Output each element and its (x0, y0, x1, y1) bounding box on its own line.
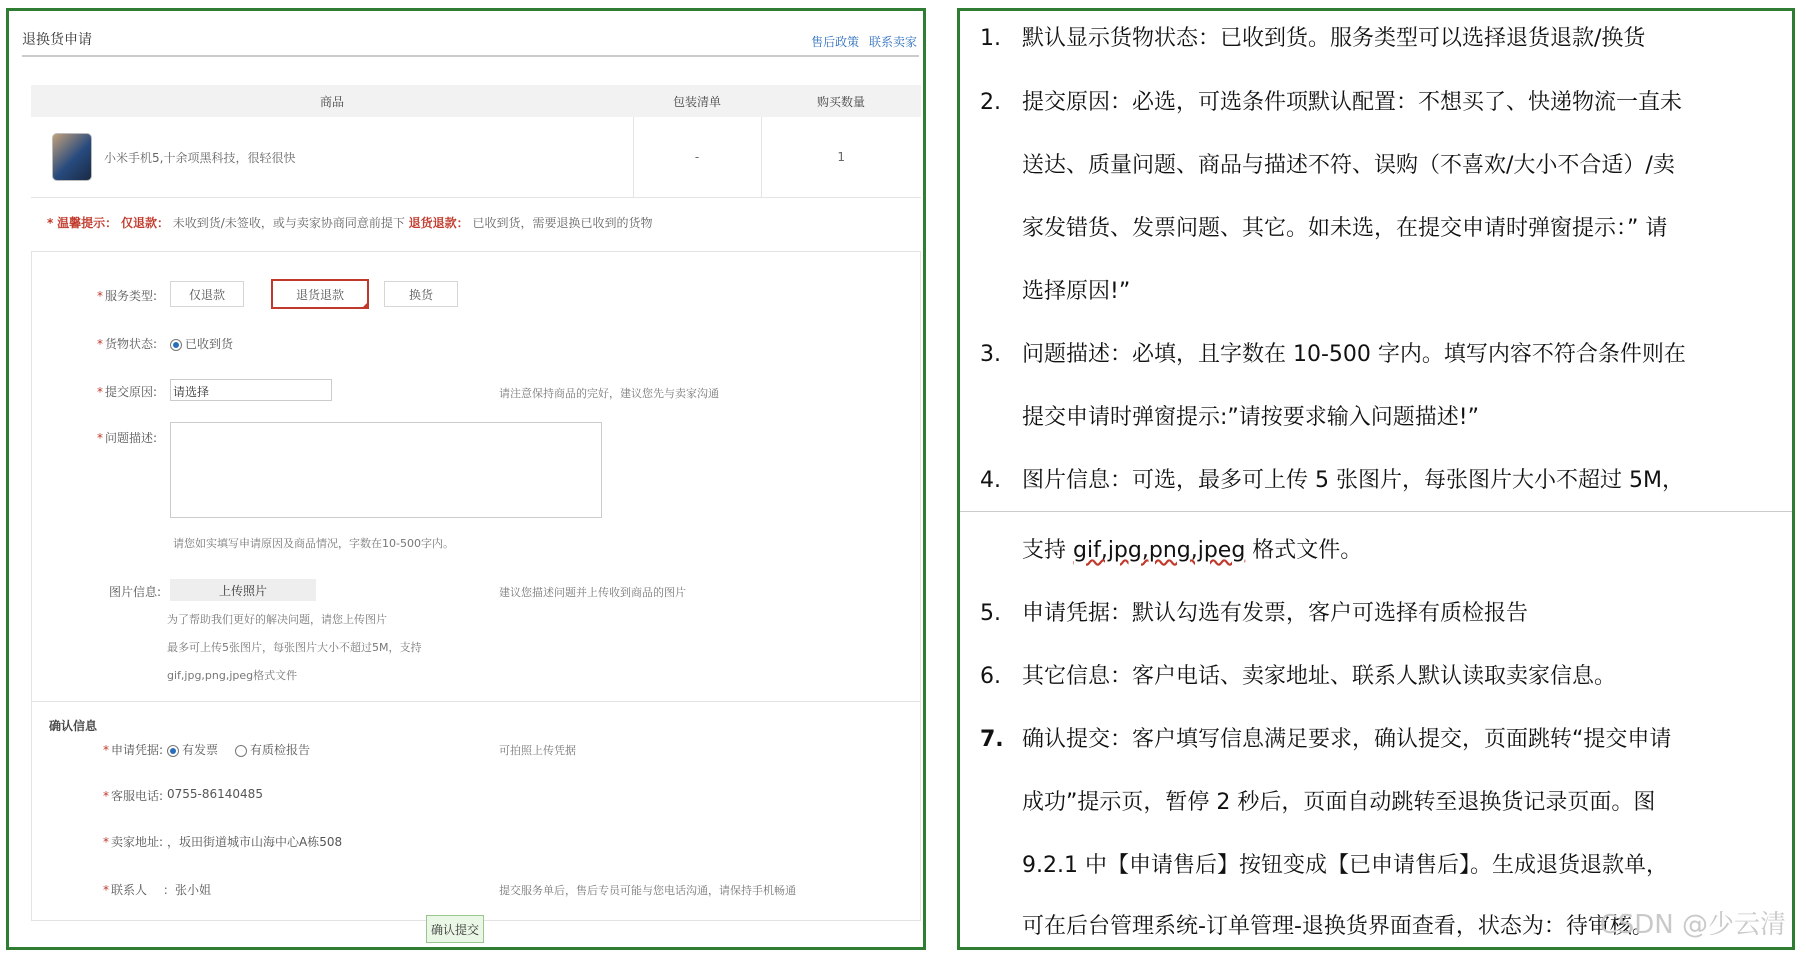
return-refund-label: 退货退款： (408, 216, 469, 230)
phone-label: * 客服电话: (103, 789, 164, 803)
contact-label: * 联系人 (103, 883, 148, 897)
tip-label: 温馨提示： (57, 216, 118, 230)
confirm-section-title: 确认信息 (49, 719, 98, 733)
proof-quality-radio[interactable]: 有质检报告 (235, 741, 310, 758)
service-type-label: * 服务类型: (97, 289, 158, 303)
top-links (805, 33, 917, 50)
description-label: * 问题描述: (97, 431, 158, 445)
item-7-line: 9.2.1 中【申请售后】按钮变成【已申请售后】。生成退货退款单， (1022, 853, 1668, 878)
proof-label: * 申请凭据: (103, 743, 164, 757)
policy-link[interactable]: 售后政策 (811, 35, 860, 49)
item-4-line: 支持 gif,jpg,png,jpeg 格式文件。 (1022, 538, 1363, 563)
service-return-refund[interactable]: 退货退款 (271, 279, 369, 309)
item-2: 2. 提交原因：必选，可选条件项默认配置：不想买了、快递物流一直未 (980, 90, 1683, 115)
description-textarea[interactable] (170, 422, 602, 518)
contact-seller-link[interactable]: 联系卖家 (868, 35, 917, 49)
item-3: 3. 问题描述：必填，且字数在 10-500 字内。填写内容不符合条件则在 (980, 342, 1686, 367)
requirements-panel (957, 8, 1795, 950)
service-exchange[interactable]: 换货 (384, 281, 458, 307)
proof-hint: 可拍照上传凭据 (499, 744, 576, 757)
col-package: 包装清单 (633, 85, 761, 117)
qty-cell: 1 (761, 117, 921, 198)
package-cell: - (633, 117, 761, 198)
proof-invoice-radio[interactable]: 有发票 (167, 741, 218, 758)
product-name[interactable]: 小米手机5,十余项黑科技，很轻很快 (104, 150, 296, 165)
phone-value: 0755-86140485 (167, 787, 263, 801)
address-value: ，坂田街道城市山海中心A栋508 (167, 835, 343, 849)
image-note-3: gif,jpg,png,jpeg格式文件 (167, 669, 298, 682)
spellcheck-underlined-text: gif,jpg,png,jpeg (1073, 538, 1246, 563)
page-title: 退换货申请 (22, 32, 92, 48)
item-7-line: 可在后台管理系统-订单管理-退换货界面查看，状态为：待审核。 (1022, 914, 1654, 939)
image-info-label: 图片信息: (109, 585, 162, 599)
confirm-submit-button[interactable]: 确认提交 (426, 915, 484, 943)
goods-status-label: * 货物状态: (97, 337, 158, 351)
upload-photo-button[interactable]: 上传照片 (170, 579, 316, 601)
item-2-line: 选择原因!” (1022, 279, 1131, 304)
col-qty: 购买数量 (761, 85, 921, 117)
item-7: 7. 确认提交：客户填写信息满足要求，确认提交，页面跳转“提交申请 (980, 727, 1672, 752)
radio-icon (167, 745, 179, 757)
product-image[interactable] (52, 133, 92, 181)
image-hint: 建议您描述问题并上传收到商品的图片 (499, 586, 686, 599)
address-label: * 卖家地址: (103, 835, 164, 849)
reason-hint: 请注意保持商品的完好，建议您先与卖家沟通 (499, 387, 719, 400)
reason-label: * 提交原因: (97, 385, 158, 399)
item-5: 5. 申请凭据：默认勾选有发票，客户可选择有质检报告 (980, 601, 1529, 626)
warm-tip: * 温馨提示： 仅退款： 未收到货/未签收，或与卖家协商同意前提下 退货退款： 已收到货，需要退换已收到的货物 (47, 216, 653, 230)
table-row (31, 117, 921, 198)
item-2-line: 送达、质量问题、商品与描述不符、误购（不喜欢/大小不合适）/卖 (1022, 153, 1675, 178)
title-divider (22, 55, 919, 57)
radio-icon (235, 745, 247, 757)
image-note-2: 最多可上传5张图片，每张图片大小不超过5M，支持 (167, 641, 422, 654)
watermark: CSDN @少云清 (1599, 910, 1786, 940)
form-box (31, 251, 921, 921)
reason-select[interactable]: 请选择 (170, 379, 332, 401)
service-refund-only[interactable]: 仅退款 (170, 281, 244, 307)
form-screenshot-panel (6, 8, 926, 950)
item-2-line: 家发错货、发票问题、其它。如未选，在提交申请时弹窗提示：” 请 (1022, 216, 1668, 241)
contact-value: ：张小姐 (163, 883, 212, 897)
item-6: 6. 其它信息：客户电话、卖家地址、联系人默认读取卖家信息。 (980, 664, 1617, 689)
col-product: 商品 (31, 85, 633, 117)
item-4: 4. 图片信息：可选，最多可上传 5 张图片，每张图片大小不超过 5M， (980, 468, 1684, 493)
page-break-line (960, 511, 1792, 512)
product-table (31, 85, 921, 198)
radio-icon (170, 339, 182, 351)
image-note-1: 为了帮助我们更好的解决问题，请您上传图片 (167, 613, 387, 626)
item-7-line: 成功”提示页，暂停 2 秒后，页面自动跳转至退换货记录页面。图 (1022, 790, 1656, 815)
goods-status-radio[interactable]: 已收到货 (170, 335, 233, 352)
refund-only-label: 仅退款： (120, 216, 169, 230)
item-3-line: 提交申请时弹窗提示:”请按要求输入问题描述!” (1022, 405, 1480, 430)
contact-hint: 提交服务单后，售后专员可能与您电话沟通，请保持手机畅通 (499, 884, 796, 897)
item-1: 1. 默认显示货物状态：已收到货。服务类型可以选择退货退款/换货 (980, 26, 1646, 51)
description-hint: 请您如实填写申请原因及商品情况，字数在10-500字内。 (173, 537, 454, 550)
section-divider (31, 701, 921, 702)
